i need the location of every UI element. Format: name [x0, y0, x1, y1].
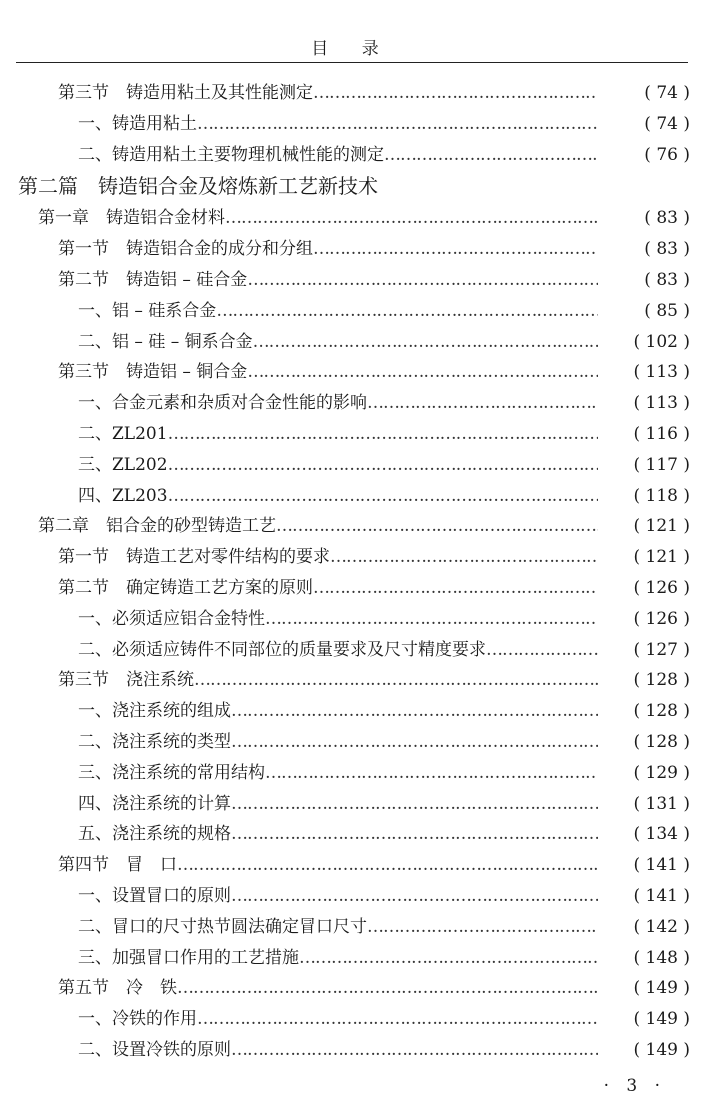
- toc-leader: [78, 140, 598, 171]
- toc-entry-sec[interactable]: [0, 78, 704, 109]
- toc-entry-item[interactable]: [0, 109, 704, 140]
- toc-entry-item[interactable]: [0, 727, 704, 758]
- toc-entry-item[interactable]: [0, 881, 704, 912]
- toc-entry-title: 二、必须适应铸件不同部位的质量要求及尺寸精度要求: [78, 639, 486, 660]
- toc-entry-title: 第二节 确定铸造工艺方案的原则: [58, 577, 313, 598]
- toc-entry-page: ( 118 ): [633, 485, 690, 506]
- toc-entry-title: 一、必须适应铝合金特性: [78, 608, 265, 629]
- toc-entry-title: 第二篇 铸造铝合金及熔炼新工艺新技术: [18, 174, 378, 199]
- toc-entry-item[interactable]: [0, 1004, 704, 1035]
- toc-entry-title: 一、冷铁的作用: [78, 1009, 197, 1030]
- toc-entry-sec[interactable]: [0, 850, 704, 881]
- toc-entry-item[interactable]: [0, 450, 704, 481]
- toc-entry-page: ( 74 ): [644, 83, 690, 103]
- toc-entry-page: ( 117 ): [633, 454, 690, 475]
- toc-entry-page: ( 127 ): [633, 639, 690, 660]
- toc-entry-page: ( 128 ): [633, 670, 690, 691]
- toc-entry-page: ( 128 ): [633, 701, 690, 722]
- toc-entry-title: 三、ZL202: [78, 454, 168, 475]
- toc-entry-item[interactable]: [0, 327, 704, 358]
- toc-entry-item[interactable]: [0, 696, 704, 727]
- toc-leader: [58, 665, 598, 696]
- toc-entry-page: ( 83 ): [644, 269, 690, 290]
- toc-leader: [78, 758, 598, 789]
- toc-entry-title: 三、加强冒口作用的工艺措施: [78, 947, 299, 968]
- toc-entry-item[interactable]: [0, 943, 704, 974]
- toc-entry-title: 三、浇注系统的常用结构: [78, 762, 265, 783]
- toc-leader: [58, 542, 598, 573]
- toc-entry-item[interactable]: [0, 819, 704, 850]
- toc-leader: [18, 170, 598, 203]
- toc-entry-sec[interactable]: [0, 542, 704, 573]
- toc-entry-page: ( 121 ): [633, 516, 690, 537]
- toc-entry-page: ( 142 ): [633, 916, 690, 937]
- toc-entry-page: ( 113 ): [633, 393, 690, 414]
- toc-entry-page: ( 141 ): [633, 855, 690, 876]
- toc-entry-ch[interactable]: [0, 203, 704, 234]
- toc-entry-title: 第二节 铸造铝 – 硅合金: [58, 269, 248, 290]
- toc-entry-title: 第二章 铝合金的砂型铸造工艺: [38, 516, 276, 537]
- toc-leader: [78, 727, 598, 758]
- toc-leader: [58, 78, 598, 109]
- toc-leader: [78, 604, 598, 635]
- toc-entry-title: 第一章 铸造铝合金材料: [38, 208, 225, 229]
- toc-entry-title: 二、铸造用粘土主要物理机械性能的测定: [78, 144, 384, 165]
- toc-entry-page: ( 85 ): [644, 300, 690, 321]
- toc-entry-item[interactable]: [0, 789, 704, 820]
- toc-entry-title: 第五节 冷 铁: [58, 978, 177, 999]
- toc-leader: [58, 234, 598, 265]
- table-of-contents: [0, 78, 704, 1066]
- toc-leader: [78, 635, 598, 666]
- toc-entry-item[interactable]: [0, 912, 704, 943]
- toc-entry-page: ( 102 ): [633, 331, 690, 352]
- toc-entry-title: 二、浇注系统的类型: [78, 731, 231, 752]
- toc-leader: [58, 573, 598, 604]
- toc-entry-title: 一、铸造用粘土: [78, 113, 197, 134]
- toc-entry-sec[interactable]: [0, 573, 704, 604]
- toc-entry-page: ( 83 ): [644, 239, 690, 260]
- toc-entry-title: 一、铝 – 硅系合金: [78, 300, 217, 321]
- toc-entry-item[interactable]: [0, 419, 704, 450]
- toc-entry-page: ( 148 ): [633, 947, 690, 968]
- toc-entry-page: ( 131 ): [633, 793, 690, 814]
- toc-entry-title: 第三节 铸造铝 – 铜合金: [58, 362, 248, 383]
- toc-entry-item[interactable]: [0, 481, 704, 512]
- toc-entry-title: 一、设置冒口的原则: [78, 885, 231, 906]
- toc-leader: [58, 357, 598, 388]
- toc-entry-page: ( 126 ): [633, 577, 690, 598]
- toc-leader: [78, 388, 598, 419]
- toc-entry-page: ( 76 ): [644, 144, 690, 165]
- toc-leader: [78, 819, 598, 850]
- toc-entry-ch[interactable]: [0, 511, 704, 542]
- toc-leader: [58, 850, 598, 881]
- toc-entry-title: 第一节 铸造工艺对零件结构的要求: [58, 547, 330, 568]
- toc-entry-page: ( 116 ): [633, 423, 690, 444]
- toc-entry-page: ( 149 ): [633, 978, 690, 999]
- toc-leader: [58, 973, 598, 1004]
- toc-entry-item[interactable]: [0, 388, 704, 419]
- toc-leader: [78, 881, 598, 912]
- toc-entry-sec[interactable]: [0, 665, 704, 696]
- toc-entry-title: 四、浇注系统的计算: [78, 793, 231, 814]
- toc-entry-title: 二、设置冷铁的原则: [78, 1039, 231, 1060]
- toc-entry-page: ( 141 ): [633, 885, 690, 906]
- toc-entry-page: ( 149 ): [633, 1009, 690, 1030]
- toc-entry-part[interactable]: [0, 170, 704, 203]
- toc-entry-item[interactable]: [0, 140, 704, 171]
- toc-entry-item[interactable]: [0, 635, 704, 666]
- toc-leader: [58, 265, 598, 296]
- toc-leader: [78, 912, 598, 943]
- toc-entry-page: ( 149 ): [633, 1039, 690, 1060]
- toc-leader: [78, 296, 598, 327]
- toc-leader: [78, 450, 598, 481]
- toc-leader: [78, 419, 598, 450]
- toc-entry-page: ( 113 ): [633, 362, 690, 383]
- toc-entry-sec[interactable]: [0, 234, 704, 265]
- toc-entry-page: ( 129 ): [633, 762, 690, 783]
- toc-leader: [78, 327, 598, 358]
- toc-leader: [78, 943, 598, 974]
- toc-leader: [38, 203, 598, 234]
- toc-leader: [78, 1035, 598, 1066]
- toc-entry-page: ( 74 ): [644, 113, 690, 134]
- toc-entry-title: 二、铝 – 硅 – 铜系合金: [78, 331, 253, 352]
- toc-entry-page: ( 128 ): [633, 731, 690, 752]
- toc-entry-page: ( 121 ): [633, 547, 690, 568]
- toc-leader: [78, 1004, 598, 1035]
- toc-entry-title: 二、冒口的尺寸热节圆法确定冒口尺寸: [78, 916, 367, 937]
- page-header-title: 目 录: [311, 39, 393, 59]
- toc-leader: [78, 481, 598, 512]
- toc-leader: [38, 511, 598, 542]
- toc-entry-item[interactable]: [0, 296, 704, 327]
- toc-leader: [78, 696, 598, 727]
- toc-entry-item[interactable]: [0, 604, 704, 635]
- toc-entry-title: 一、合金元素和杂质对合金性能的影响: [78, 393, 367, 414]
- toc-leader: [78, 109, 598, 140]
- toc-entry-title: 一、浇注系统的组成: [78, 701, 231, 722]
- toc-entry-title: 第一节 铸造铝合金的成分和分组: [58, 239, 313, 260]
- header-divider: [16, 62, 688, 63]
- toc-leader: [78, 789, 598, 820]
- page-number: · 3 ·: [603, 1076, 666, 1096]
- toc-entry-item[interactable]: [0, 758, 704, 789]
- toc-entry-item[interactable]: [0, 1035, 704, 1066]
- toc-entry-page: ( 126 ): [633, 608, 690, 629]
- toc-entry-title: 四、ZL203: [78, 485, 168, 506]
- toc-entry-page: ( 83 ): [644, 208, 690, 229]
- toc-entry-sec[interactable]: [0, 265, 704, 296]
- toc-entry-title: 第三节 浇注系统: [58, 670, 194, 691]
- toc-entry-page: ( 134 ): [633, 824, 690, 845]
- toc-entry-title: 第四节 冒 口: [58, 855, 177, 876]
- toc-entry-sec[interactable]: [0, 357, 704, 388]
- toc-entry-title: 五、浇注系统的规格: [78, 824, 231, 845]
- toc-entry-sec[interactable]: [0, 973, 704, 1004]
- toc-entry-title: 第三节 铸造用粘土及其性能测定: [58, 83, 313, 103]
- toc-entry-title: 二、ZL201: [78, 423, 168, 444]
